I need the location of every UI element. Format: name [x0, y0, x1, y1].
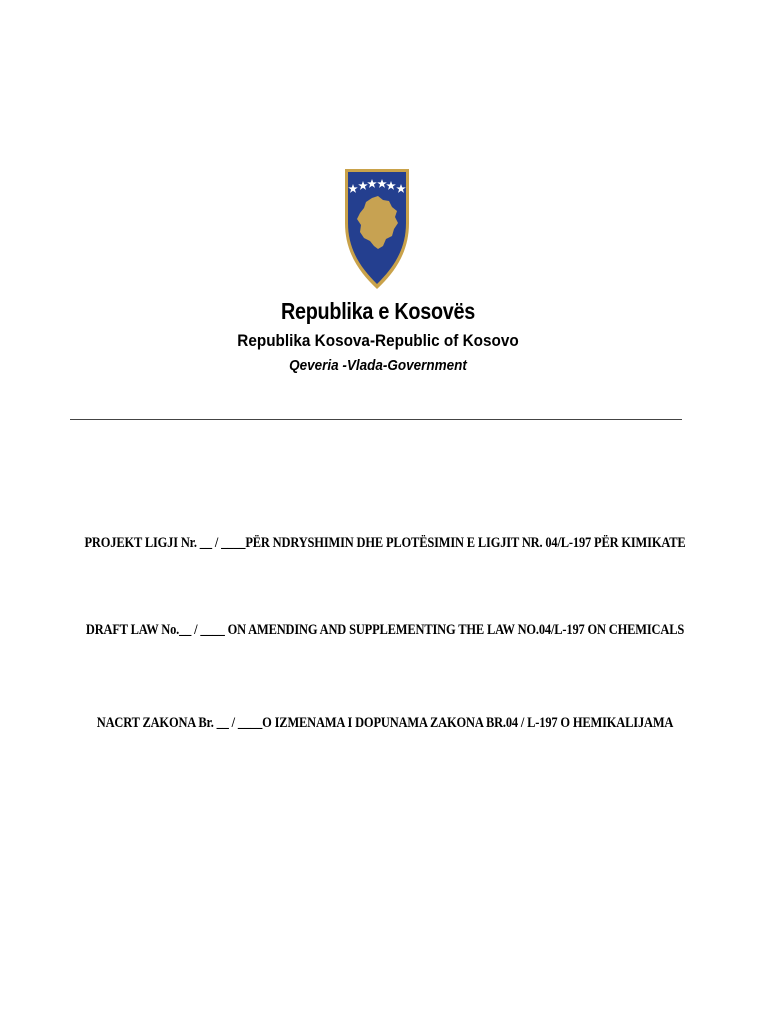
law-title-serbian: NACRT ZAKONA Br. __ / ____O IZMENAMA I DOPUNAMA ZAKONA BR.04 / L-197 O HEMIKALIJAMA	[96, 715, 674, 731]
title-republic-of-kosovo: Republika Kosova-Republic of Kosovo	[237, 331, 519, 350]
law-title-albanian: PROJEKT LIGJI Nr. __ / ____PËR NDRYSHIMIN DHE PLOTËSIMIN E LIGJIT NR. 04/L-197 PËR KIMIKATE	[84, 535, 686, 551]
title-government: Qeveria -Vlada-Government	[289, 357, 467, 374]
header-divider	[70, 419, 682, 420]
law-title-english: DRAFT LAW No.__ / ____ ON AMENDING AND SUPPLEMENTING THE LAW NO.04/L-197 ON CHEMICALS	[85, 622, 685, 638]
title-republika-e-kosoves: Republika e Kosovës	[280, 298, 476, 324]
kosovo-coat-of-arms-icon	[342, 165, 412, 292]
